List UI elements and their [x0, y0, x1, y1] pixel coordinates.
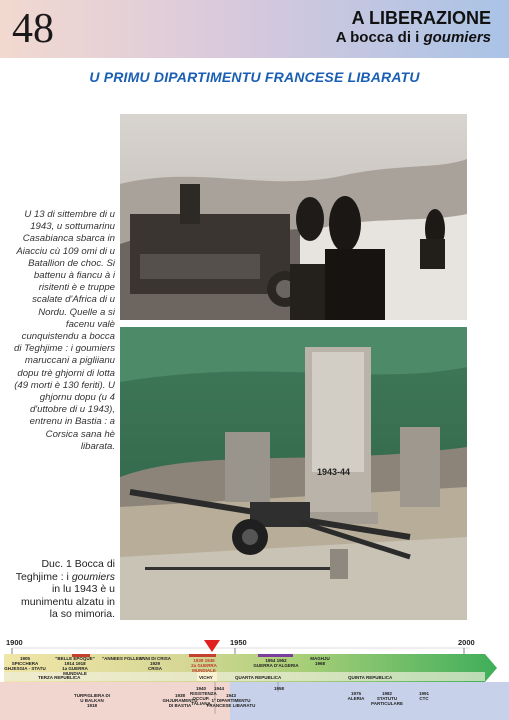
body-text: U 13 di sittembre di u 1943, u sottumarinu Casabianca sbarca in Aiacciu cù 109 omi di u Batallion de choc. Si battenu à fiancu à i risitenti è e truppe scalate d'Africa di u Nordu. Quelle a si facenu valè cunquistendu a bocca di Teghjime : i goumiers maruccani a pigliianu dopu trè ghjorni di lotta (49 morti è 130 feriti). U ghjornu dopu (u 4 d'uttobre di u 1943), entrenu in Bastia : a Corsica sana hè libarata.	[14, 209, 115, 452]
caption-italic: goumiers	[71, 570, 115, 583]
timeline-year-2000: 2000	[458, 638, 475, 647]
timeline-year-1950: 1950	[230, 638, 247, 647]
subtitle-italic: goumiers	[423, 29, 491, 46]
timeline-event: "BELLE EPOQUE" 1914 1918 1a GUERRA MUNDIALE	[55, 656, 95, 676]
monument-inscription: 1943-44	[317, 467, 351, 477]
timeline-event: ANNI DI CRISA 1929 CRISA	[138, 656, 171, 671]
caption-suffix: in lu 1943 è u munimentu alzatu in la so mimoria.	[21, 583, 115, 621]
timeline-event: "ANNEES FOLLES"	[101, 656, 145, 661]
timeline-event: 1958	[273, 686, 284, 691]
historic-photo	[120, 114, 467, 320]
caption-prefix: Duc. 1 Bocca di Teghjime : i	[15, 558, 115, 583]
timeline-event: MAGHJU 1968	[310, 656, 330, 666]
timeline-period: TERZA REPUBLICA	[38, 675, 81, 680]
chapter-title	[336, 8, 491, 48]
timeline-event: 1938 GHJURAMENTU DI BASTIA	[162, 693, 198, 708]
timeline-period: QUINTA REPUBLICA	[348, 675, 393, 680]
page-number: 48	[12, 6, 54, 52]
page-header	[0, 0, 509, 58]
chapter-title-main: A LIBERAZIONE	[351, 8, 491, 28]
timeline-event: 1905 SPICCHERA GHJESGIA - STATU	[4, 656, 46, 671]
timeline-period: QUARTA REPUBLICA	[235, 675, 282, 680]
photo-caption	[14, 558, 115, 621]
timeline	[0, 634, 509, 720]
timeline-event: 1939 1945 2a GUERRA MUNDIALE	[191, 658, 217, 673]
timeline-period: VICHY	[199, 675, 213, 680]
timeline-year-1900: 1900	[6, 638, 23, 647]
timeline-event: 1944	[213, 686, 224, 691]
monument-photo	[120, 327, 467, 620]
timeline-event: TURPIGLIERA DI U BALKAN 1918	[73, 693, 111, 708]
timeline-event: 1982 STATUTU PARTICULARE	[371, 691, 403, 706]
timeline-event: 1943 1º DIPARTIMENTU FRANCESE LIBARATU	[206, 693, 256, 708]
subtitle-prefix: A bocca di i	[335, 29, 424, 46]
section-title: U PRIMU DIPARTIMENTU FRANCESE LIBARATU	[89, 69, 420, 85]
chapter-title-sub	[336, 28, 491, 48]
timeline-event: 1975 ALERIA	[347, 691, 365, 701]
timeline-event: 1954 1962 GUERRA D'ALGERIA	[253, 658, 299, 668]
timeline-event: 1991 CTC	[418, 691, 429, 701]
timeline-event: 1940 RISISTENZA OCCUP. TALIANA	[190, 686, 217, 706]
